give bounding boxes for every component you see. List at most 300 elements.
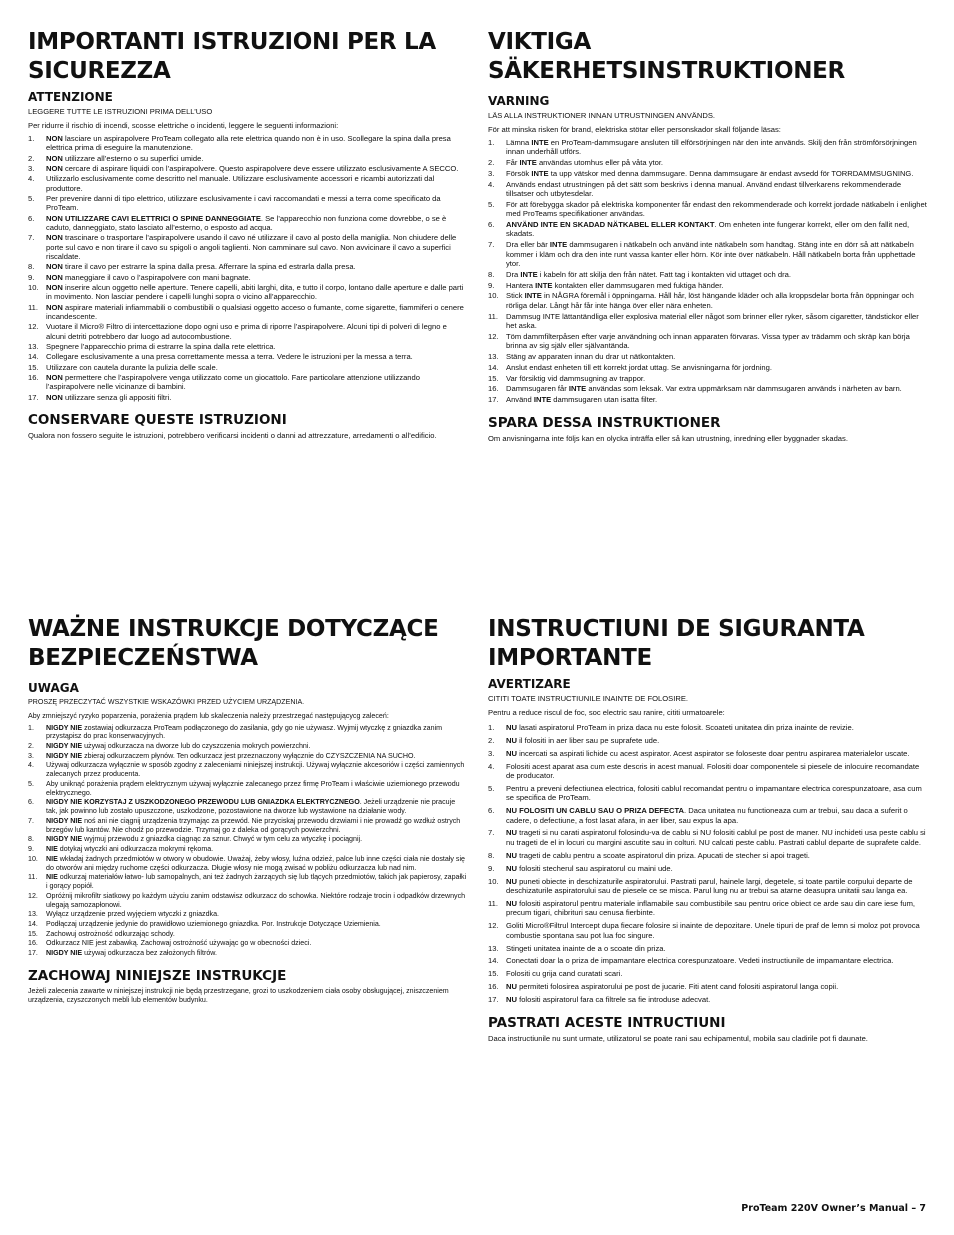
list-item — [28, 845, 468, 854]
list-item-text — [46, 930, 468, 939]
list-item — [488, 395, 928, 404]
list-item-text — [46, 780, 468, 798]
romanian-intro: Pentru a reduce riscul de foc, soc electric sau ranire, cititi urmatoarele: — [488, 708, 725, 718]
list-item-number: 13. — [28, 342, 39, 352]
swedish-title: VIKTIGA SÄKERHETSINSTRUKTIONER — [488, 29, 845, 84]
italian-read-all: LEGGERE TUTTE LE ISTRUZIONI PRIMA DELL’USO — [28, 107, 213, 116]
list-item-body: en ProTeam-dammsugare ansluten till elförsörjningen när den inte används. Skilj den från strömförsörjningen innan underhåll utförs. — [506, 137, 917, 157]
list-item-emphasis: NON — [46, 392, 63, 402]
list-item — [488, 180, 928, 199]
italian-intro: Per ridurre il rischio di incendi, scosse elettriche o incidenti, leggere le seguenti informazioni: — [28, 121, 339, 131]
list-item-number: 2. — [28, 742, 34, 751]
list-item — [28, 855, 468, 873]
list-item-body: . Se l’apparecchio non funziona come dovrebbe, o se è caduto, danneggiato, stato lasciato all’esterno, o esposto ad acqua. — [46, 213, 447, 232]
list-item-prefix: Dammsugaren får — [506, 384, 569, 394]
list-item-body: używaj odkurzacza na dworze lub do czyszczenia mokrych powierzchni. — [82, 742, 311, 751]
swedish-warning-heading: VARNING — [488, 94, 550, 108]
list-item-body: Dammsug INTE lättantändliga eller explosiva material eller något som brinner eller ryker, såsom cigaretter, tändstickor eller het aska. — [506, 311, 919, 331]
list-item-body: folositi stecherul sau aspiratorul cu maini ude. — [516, 863, 673, 873]
list-item-text — [506, 240, 928, 268]
list-item — [28, 283, 468, 302]
list-item — [488, 995, 928, 1004]
list-item — [488, 828, 928, 847]
list-item-body: tirare il cavo per estrarre la spina dalla presa. Afferrare la spina ed estrarla dalla presa. — [62, 262, 356, 272]
list-item — [28, 939, 468, 948]
list-item-emphasis: NU — [506, 982, 517, 992]
list-item-emphasis: NON — [46, 302, 63, 312]
list-item-text — [506, 220, 928, 239]
list-item-body: . Om enheten inte fungerar korrekt, eller om den fallit ned, skadats. — [506, 220, 910, 239]
list-item-text — [506, 200, 928, 219]
list-item-number: 10. — [28, 854, 38, 863]
swedish-keep-text: Om anvisningarna inte följs kan en olycka inträffa eller så kan utrustning, inredning eller byggnader skadas. — [488, 433, 848, 443]
list-item-number: 10. — [488, 876, 499, 886]
list-item — [28, 393, 468, 402]
list-item-number: 15. — [28, 362, 39, 372]
list-item-text — [506, 762, 928, 781]
list-item-text — [506, 736, 928, 745]
list-item-text — [46, 154, 468, 163]
list-item — [488, 312, 928, 331]
list-item — [488, 169, 928, 178]
list-item-body: Stingeti unitatea inainte de a o scoate din priza. — [506, 943, 666, 953]
swedish-list — [488, 138, 928, 405]
list-item — [28, 742, 468, 751]
list-item-text — [46, 798, 468, 816]
list-item-emphasis: NON — [46, 372, 63, 382]
list-item — [488, 138, 928, 157]
list-item-body: Per prevenire danni di tipo elettrico, utilizzare esclusivamente i cavi raccomandati e messi a terra come specificato da ProTeam. — [46, 193, 441, 213]
list-item-number: 2. — [28, 153, 35, 163]
list-item — [488, 220, 928, 239]
list-item-number: 3. — [28, 751, 34, 760]
list-item-text — [46, 363, 468, 372]
list-item-body: odkurzaj materiałów łatwo- lub samopalnych, ani też żadnych żarzących się lub tlących przedmiotów, takich jak papierosy, zapałki i gorący popiół. — [46, 873, 467, 891]
list-item-body: permettere che l’aspirapolvere venga utilizzato come un giocattolo. Fare particolare attenzione utilizzando l’aspirapolvere nelle vicinanze di bambini. — [46, 372, 420, 392]
list-item-body: Var försiktig vid dammsugning av trappor. — [506, 373, 646, 383]
list-item-emphasis: INTE — [531, 137, 549, 147]
list-item-body: utilizzare senza gli appositi filtri. — [62, 392, 172, 402]
polish-read-all: PROSZĘ PRZECZYTAĆ WSZYSTKIE WSKAZÓWKI PRZED UŻYCIEM URZĄDZENIA. — [28, 698, 305, 706]
list-item — [28, 214, 468, 233]
list-item-body: Används endast utrustningen på det sätt som beskrivs i denna manual. Använd endast tillverkarens rekommenderade tillsatser och utbytesdelar. — [506, 179, 902, 199]
list-item-number: 10. — [488, 291, 499, 301]
list-item-body: incercati sa aspirati lichide cu acest aspirator. Acest aspirator se foloseste doar pentru aspirarea materialelor uscate. — [516, 748, 910, 758]
list-item-emphasis: INTE — [533, 395, 552, 405]
list-item-number: 12. — [488, 331, 499, 341]
list-item-text — [46, 752, 468, 761]
list-item — [28, 910, 468, 919]
list-item-emphasis: NIGDY NIE KORZYSTAJ Z USZKODZONEGO PRZEWODU LUB GNIAZDKA ELEKTRYCZNEGO — [46, 798, 360, 807]
list-item-body: Podłączaj urządzenie jedynie do prawidłowo uziemionego gniazdka. Por. Instrukcje Dotyczące Uziemienia. — [46, 919, 381, 928]
list-item-body: Stäng av apparaten innan du drar ut nätkontakten. — [506, 352, 676, 362]
list-item — [28, 835, 468, 844]
list-item-text — [46, 342, 468, 351]
list-item-emphasis: NON UTILIZZARE CAVI ELETTRICI O SPINE DANNEGGIATE — [46, 213, 261, 223]
list-item-number: 1. — [28, 723, 34, 732]
list-item-number: 6. — [488, 220, 495, 230]
italian-title: IMPORTANTI ISTRUZIONI PER LA SICUREZZA — [28, 29, 436, 84]
list-item — [28, 233, 468, 261]
list-item-emphasis: INTE — [549, 240, 568, 250]
list-item-number: 14. — [28, 352, 39, 362]
list-item-body: trageti de cablu pentru a scoate aspiratorul din priza. Apucati de stecher si apoi trageti. — [516, 850, 810, 860]
list-item-body: wyjmuj przewodu z gniazdka ciągnąc za sznur. Chwyć w tym celu za wtyczkę i pociągnij. — [82, 835, 363, 844]
list-item-number: 15. — [28, 929, 38, 938]
list-item-number: 8. — [488, 269, 495, 279]
list-item-prefix: Dra — [506, 269, 521, 279]
list-item-number: 17. — [488, 995, 499, 1005]
list-item-number: 1. — [488, 722, 495, 732]
list-item-body: Opróżnij mikrofiltr siatkowy po każdym użyciu zanim odstawisz odkurzacz do schowka. Niektóre rodzaje trocin i odpadków drzewnych ulegają samozapłonowi. — [46, 891, 466, 909]
list-item — [488, 352, 928, 361]
list-item-text — [46, 910, 468, 919]
list-item — [28, 892, 468, 910]
list-item-body: zbieraj odkurzaczem płynów. Ten odkurzacz jest przeznaczony wyłącznie do CZYSZCZENIA NA SUCHO. — [82, 751, 416, 760]
list-item-number: 8. — [28, 262, 35, 272]
list-item-emphasis: NIE — [46, 854, 58, 863]
list-item-number: 9. — [28, 272, 35, 282]
list-item-text — [506, 784, 928, 803]
list-item-text — [506, 749, 928, 758]
list-item-text — [46, 273, 468, 282]
list-item-body: Wyłącz urządzenie przed wyjęciem wtyczki z gniazdka. — [46, 910, 220, 919]
list-item-text — [506, 291, 928, 310]
list-item-text — [46, 233, 468, 261]
list-item-text — [506, 944, 928, 953]
list-item-emphasis: NU — [506, 863, 517, 873]
list-item-body: folositi aspiratorul fara ca filtrele sa fie introduse adecvat. — [516, 995, 711, 1005]
list-item-text — [506, 995, 928, 1004]
list-item-body: i kabeln för att skilja den från nätet. Fatt tag i kontakten vid uttaget och dra. — [537, 269, 791, 279]
list-item-body: il folositi in aer liber sau pe suprafete ude. — [516, 735, 660, 745]
list-item — [28, 303, 468, 322]
list-item-text — [46, 352, 468, 361]
list-item-body: puneti obiecte in deschizaturile aspiratorului. Pastrati parul, hainele largi, degetele, si toate partile corpului departe de deschizaturile aspiratorului sau de piesele ce se misca. Parul lung nu ar trebui sa atarne deasupra unitatii sau langa ea. — [506, 876, 913, 895]
list-item-text — [506, 169, 928, 178]
list-item-prefix: Hantera — [506, 280, 536, 290]
swedish-keep-heading: SPARA DESSA INSTRUKTIONER — [488, 414, 721, 431]
list-item — [488, 877, 928, 896]
polish-warning-heading: UWAGA — [28, 681, 79, 695]
list-item-emphasis: INTE — [524, 291, 542, 301]
list-item-text — [506, 877, 928, 896]
list-item — [28, 273, 468, 282]
list-item-body: dammsugaren i nätkabeln och använd inte nätkabeln som handtag. Stäng inte en dörr så att nätkabeln kommer i kläm och dra den inte runt vassa kanter eller hörn. Kör inte över nätkabeln. Håll nätkabeln borta från upphettade ytor. — [506, 240, 916, 269]
list-item-emphasis: NON — [46, 272, 63, 282]
list-item — [488, 956, 928, 965]
list-item-number: 5. — [28, 779, 34, 788]
list-item-text — [506, 363, 928, 372]
list-item — [28, 363, 468, 372]
list-item-body: cercare di aspirare liquidi con l’aspirapolvere. Questo aspirapolvere deve essere utilizzato esclusivamente A SECCO. — [62, 163, 459, 173]
list-item-number: 11. — [28, 302, 38, 312]
list-item-body: Aby uniknąć porażenia prądem elektrycznym używaj wyłącznie zalecanego przez firmę ProTeam i właściwie uziemionego przewodu elektrycznego. — [46, 779, 460, 797]
list-item-emphasis: NU — [506, 735, 517, 745]
swedish-section — [488, 28, 928, 446]
italian-warning-heading: ATTENZIONE — [28, 90, 113, 104]
list-item-text — [46, 742, 468, 751]
list-item — [28, 930, 468, 939]
list-item-number: 3. — [28, 163, 35, 173]
list-item — [28, 322, 468, 341]
list-item-body: używaj odkurzacza bez założonych filtrów. — [82, 948, 217, 957]
list-item-text — [46, 164, 468, 173]
list-item-body: Collegare esclusivamente a una presa correttamente messa a terra. Vedere le istruzioni per la messa a terra. — [46, 352, 413, 362]
list-item — [28, 752, 468, 761]
list-item-number: 16. — [28, 372, 39, 382]
list-item-number: 13. — [488, 943, 499, 953]
list-item-text — [506, 270, 928, 279]
list-item-number: 14. — [488, 362, 499, 372]
list-item-emphasis: ANVÄND INTE EN SKADAD NÄTKABEL ELLER KONTAKT — [506, 220, 715, 230]
list-item-body: . Jeżeli urządzenie nie pracuje tak, jak powinno lub zostało upuszczone, uszkodzone, pozostawione na dworze lub wystawione na działanie wody. — [46, 798, 456, 816]
list-item — [28, 817, 468, 835]
list-item — [28, 352, 468, 361]
list-item — [488, 921, 928, 940]
romanian-keep-text: Daca instructiunile nu sunt urmate, utilizatorul se poate rani sau echipamentul, mobila sau cladirile pot fi daunate. — [488, 1033, 868, 1043]
list-item-text — [506, 395, 928, 404]
list-item-emphasis: NIGDY NIE — [46, 835, 83, 844]
list-item-emphasis: NU — [506, 876, 517, 886]
list-item-prefix: Lämna — [506, 137, 532, 147]
romanian-warning-heading: AVERTIZARE — [488, 677, 571, 691]
list-item-number: 2. — [488, 735, 495, 745]
list-item-number: 4. — [488, 179, 495, 189]
list-item-body: wkładaj żadnych przedmiotów w otwory w obudowie. Uważaj, żeby włosy, luźna odzież, palce lub inne części ciała nie dostały się do otworów ani między ruchome części odkurzacza. Długie włosy nie mogą zwisać w pobliżu odkurzacza lub nad nim. — [46, 854, 465, 872]
list-item — [488, 736, 928, 745]
list-item-text — [46, 373, 468, 392]
list-item-body: lasati aspiratorul ProTeam in priza daca nu este folosit. Scoateti unitatea din priza inainte de revizie. — [516, 722, 854, 732]
list-item-emphasis: NU — [506, 850, 517, 860]
list-item-number: 15. — [488, 373, 499, 383]
polish-list — [28, 724, 468, 958]
list-item — [28, 373, 468, 392]
list-item-body: Odkurzacz NIE jest zabawką. Zachowaj ostrożność używając go w obecności dzieci. — [46, 939, 312, 948]
list-item — [488, 291, 928, 310]
list-item — [488, 864, 928, 873]
list-item-text — [506, 332, 928, 351]
list-item — [28, 164, 468, 173]
list-item-emphasis: NIGDY NIE — [46, 948, 83, 957]
list-item-emphasis: NIGDY NIE — [46, 816, 83, 825]
list-item-text — [506, 864, 928, 873]
list-item-emphasis: NU — [506, 995, 517, 1005]
list-item-number: 13. — [28, 910, 38, 919]
list-item — [488, 363, 928, 372]
list-item-number: 6. — [28, 798, 34, 807]
polish-section — [28, 615, 468, 1007]
list-item-number: 16. — [28, 939, 38, 948]
romanian-read-all: CITITI TOATE INSTRUCTIUNILE INAINTE DE FOLOSIRE. — [488, 694, 688, 703]
list-item-text — [506, 312, 928, 331]
list-item-text — [506, 374, 928, 383]
list-item-number: 14. — [28, 919, 38, 928]
list-item-body: Töm dammfilterpåsen efter varje användning och innan apparaten förvaras. Vissa typer av trädamm och skräp kan börja brinna av sig själv eller självantända. — [506, 331, 910, 351]
list-item-number: 5. — [488, 783, 495, 793]
list-item-body: folositi aspiratorul pentru materiale inflamabile sau combustibile sau pentru orice obiect ce arde sau din care iese fum, precum tigari, chibrituri sau cenusa fierbinte. — [506, 898, 916, 918]
list-item — [488, 944, 928, 953]
list-item-body: zostawiaj odkurzacza ProTeam podłączonego do zasilania, gdy go nie używasz. Wyjmij wtyczkę z gniazdka zanim przystąpisz do prac konserwacyjnych. — [46, 723, 443, 741]
list-item — [28, 174, 468, 193]
list-item-text — [46, 939, 468, 948]
list-item-text — [46, 855, 468, 873]
list-item-body: maneggiare il cavo o l’aspirapolvere con mani bagnate. — [62, 272, 251, 282]
list-item — [28, 920, 468, 929]
list-item-number: 12. — [488, 921, 499, 931]
list-item-text — [46, 283, 468, 302]
list-item-body: dammsugaren utan isatta filter. — [551, 395, 658, 405]
list-item-number: 17. — [28, 392, 39, 402]
list-item-number: 11. — [488, 311, 498, 321]
list-item-text — [506, 158, 928, 167]
list-item-emphasis: NON — [46, 133, 63, 143]
polish-keep-text: Jeżeli zalecenia zawarte w niniejszej instrukcji nie będą przestrzegane, grozi to uszkodzeniem ciała osoby obsługującej, zniszczeniem urządzenia, czyszczonych mebli lub elementów budynku. — [28, 986, 449, 1004]
list-item-body: användas som leksak. Var extra uppmärksam när dammsugaren används i närheten av barn. — [586, 384, 902, 394]
list-item-number: 17. — [488, 395, 499, 405]
list-item-number: 6. — [488, 806, 495, 816]
list-item-body: Vuotare il Micro® Filtro di intercettazione dopo ogni uso e prima di riporre l’aspirapolvere. Alcuni tipi di polveri di legno e alcuni detriti potrebbero dar luogo ad autocombustione. — [46, 322, 447, 341]
list-item-body: Spegnere l’apparecchio prima di estrarre la spina dalla rete elettrica. — [46, 342, 276, 352]
list-item-text — [46, 761, 468, 779]
list-item-text — [46, 873, 468, 891]
list-item-text — [506, 851, 928, 860]
list-item-number: 7. — [488, 240, 495, 250]
list-item-number: 3. — [488, 748, 495, 758]
list-item-number: 10. — [28, 282, 39, 292]
list-item-emphasis: NU — [506, 748, 517, 758]
list-item-number: 16. — [488, 384, 499, 394]
list-item-emphasis: NU FOLOSITI UN CABLU SAU O PRIZA DEFECTA — [506, 806, 685, 816]
list-item-body: Używaj odkurzacza wyłącznie w sposób zgodny z zaleceniami niniejszej instrukcji. Używaj wyłącznie akcesoriów i części zamiennych zalecanych przez producenta. — [46, 761, 465, 779]
list-item — [28, 873, 468, 891]
list-item — [488, 270, 928, 279]
list-item-emphasis: INTE — [519, 158, 537, 168]
list-item-number: 9. — [488, 280, 495, 290]
list-item-text — [46, 949, 468, 958]
list-item-text — [506, 138, 928, 157]
list-item-number: 11. — [28, 873, 38, 882]
list-item — [488, 982, 928, 991]
list-item-body: Anslut endast enheten till ett korrekt jordat uttag. Se anvisningarna för jordning. — [506, 362, 772, 372]
list-item-number: 8. — [28, 835, 34, 844]
list-item-emphasis: NU — [506, 722, 517, 732]
list-item-number: 9. — [28, 845, 34, 854]
list-item-body: Utilizzare con cautela durante la pulizia delle scale. — [46, 362, 218, 372]
list-item-body: permiteti folosirea aspiratorului pe post de jucarie. Fiti atent cand folositi aspiratorul langa copii. — [516, 982, 839, 992]
list-item-text — [46, 817, 468, 835]
list-item-emphasis: NIGDY NIE — [46, 751, 83, 760]
list-item-text — [46, 724, 468, 742]
list-item-emphasis: NIGDY NIE — [46, 742, 83, 751]
list-item-number: 16. — [488, 982, 499, 992]
polish-title: WAŻNE INSTRUKCJE DOTYCZĄCE BEZPIECZEŃSTWA — [28, 616, 439, 671]
page-footer: ProTeam 220V Owner’s Manual – 7 — [741, 1203, 926, 1214]
list-item-body: användas utomhus eller på våta ytor. — [536, 158, 664, 168]
list-item-text — [46, 322, 468, 341]
list-item-text — [506, 384, 928, 393]
list-item-body: noś ani nie ciągnij urządzenia trzymając za przewód. Nie przyciskaj przewodu drzwiami i nie prowadź go wzdłuż ostrych brzegów lub kantów. Nie chodź po przewodzie. Trzymaj go z daleka od gorących powierzchni. — [46, 816, 461, 834]
list-item-emphasis: NIGDY NIE — [46, 723, 83, 732]
list-item-emphasis: NON — [46, 153, 63, 163]
list-item-number: 2. — [488, 158, 495, 168]
list-item-number: 7. — [488, 828, 495, 838]
list-item-body: Folositi acest aparat asa cum este descris in acest manual. Folositi doar componentele si piesele de inlocuire recomandate de producator. — [506, 761, 920, 780]
list-item-emphasis: INTE — [568, 384, 587, 394]
list-item-text — [506, 956, 928, 965]
list-item-body: dotykaj wtyczki ani odkurzacza mokrymi rękoma. — [57, 845, 214, 854]
list-item-body: kontakten eller dammsugaren med fuktiga händer. — [552, 280, 724, 290]
list-item-prefix: Stick — [506, 291, 525, 301]
list-item-emphasis: INTE — [535, 280, 553, 290]
list-item-body: Conectati doar la o priza de impamantare electrica corespunzatoare. Vedeti instructiunile de impamantare electrica. — [506, 956, 894, 966]
swedish-intro: För att minska risken för brand, elektriska stötar eller personskador skall följande läsas: — [488, 125, 781, 135]
list-item-number: 12. — [28, 891, 38, 900]
italian-keep-text: Qualora non fossero seguite le istruzioni, potrebbero verificarsi incidenti o danni ad attrezzature, arredamenti o all’edificio. — [28, 431, 437, 441]
list-item-text — [46, 303, 468, 322]
list-item-number: 9. — [488, 863, 495, 873]
italian-list — [28, 134, 468, 402]
list-item — [488, 899, 928, 918]
polish-intro: Aby zmniejszyć ryzyko poparzenia, porażenia prądem lub skaleczenia należy przestrzegać następującycg zaleceń: — [28, 711, 389, 720]
list-item-emphasis: NON — [46, 262, 63, 272]
list-item — [28, 798, 468, 816]
list-item-body: utilizzare all’esterno o su superfici umide. — [62, 153, 204, 163]
list-item-text — [506, 806, 928, 825]
list-item-text — [506, 921, 928, 940]
list-item — [488, 332, 928, 351]
list-item-body: . Daca unitatea nu functioneaza cum ar trebui, sau daca a suferit o cadere, o defectiune, a fost lasat afara, in aer liber, sau expus la apa. — [506, 806, 908, 825]
romanian-keep-heading: PASTRATI ACESTE INTRUCTIUNI — [488, 1014, 726, 1031]
list-item — [28, 194, 468, 213]
list-item — [488, 762, 928, 781]
list-item-text — [506, 352, 928, 361]
list-item-text — [506, 899, 928, 918]
list-item-body: Utilizzarlo esclusivamente come descritto nel manuale. Utilizzare esclusivamente accessori e ricambi autorizzati dal produttore. — [46, 174, 435, 193]
list-item-text — [506, 723, 928, 732]
list-item-emphasis: NU — [506, 898, 517, 908]
swedish-read-all: LÄS ALLA INSTRUKTIONER INNAN UTRUSTNINGEN ANVÄNDS. — [488, 111, 716, 120]
list-item-number: 5. — [28, 193, 35, 203]
list-item-text — [506, 281, 928, 290]
list-item-emphasis: NIE — [46, 873, 58, 882]
list-item — [28, 724, 468, 742]
italian-keep-heading: CONSERVARE QUESTE ISTRUZIONI — [28, 412, 287, 429]
list-item-body: aspirare materiali infiammabili o combustibili o qualsiasi oggetto acceso o fumante, come sigarette, fiammiferi o cenere incandescente. — [46, 302, 464, 322]
italian-section — [28, 28, 468, 443]
list-item-body: Goliti Micro®Filtrul Intercept dupa fiecare folosire si inainte de depozitare. Unele tipuri de praf de lemn si moloz pot provoca combustie spontana sau pot lua foc singure. — [506, 921, 920, 940]
list-item — [28, 949, 468, 958]
list-item-number: 11. — [488, 898, 498, 908]
list-item-body: För att förebygga skador på elektriska komponenter får endast den rekommenderade och korrekt jordade nätkabeln i enlighet med ProTeams specifikationer användas. — [506, 199, 927, 219]
list-item — [488, 749, 928, 758]
list-item-number: 14. — [488, 956, 499, 966]
list-item — [28, 262, 468, 271]
list-item-number: 6. — [28, 213, 35, 223]
list-item-number: 4. — [28, 174, 35, 184]
list-item — [488, 281, 928, 290]
list-item — [488, 969, 928, 978]
list-item-body: trageti si nu carati aspiratorul folosindu-va de cablu si NU folositi cablul pe post de maner. NU inchideti usa peste cablu si nu trageti de el in locuri cu margini ascutite sau in colturi. NU calcati peste cablu. Pastrati cablul departe de suprafete calde. — [506, 828, 926, 847]
list-item-text — [46, 892, 468, 910]
list-item-number: 13. — [488, 352, 499, 362]
list-item-emphasis: NIE — [46, 845, 58, 854]
list-item-number: 5. — [488, 199, 495, 209]
list-item-text — [46, 920, 468, 929]
list-item — [488, 723, 928, 732]
list-item-number: 12. — [28, 322, 39, 332]
list-item — [28, 134, 468, 153]
